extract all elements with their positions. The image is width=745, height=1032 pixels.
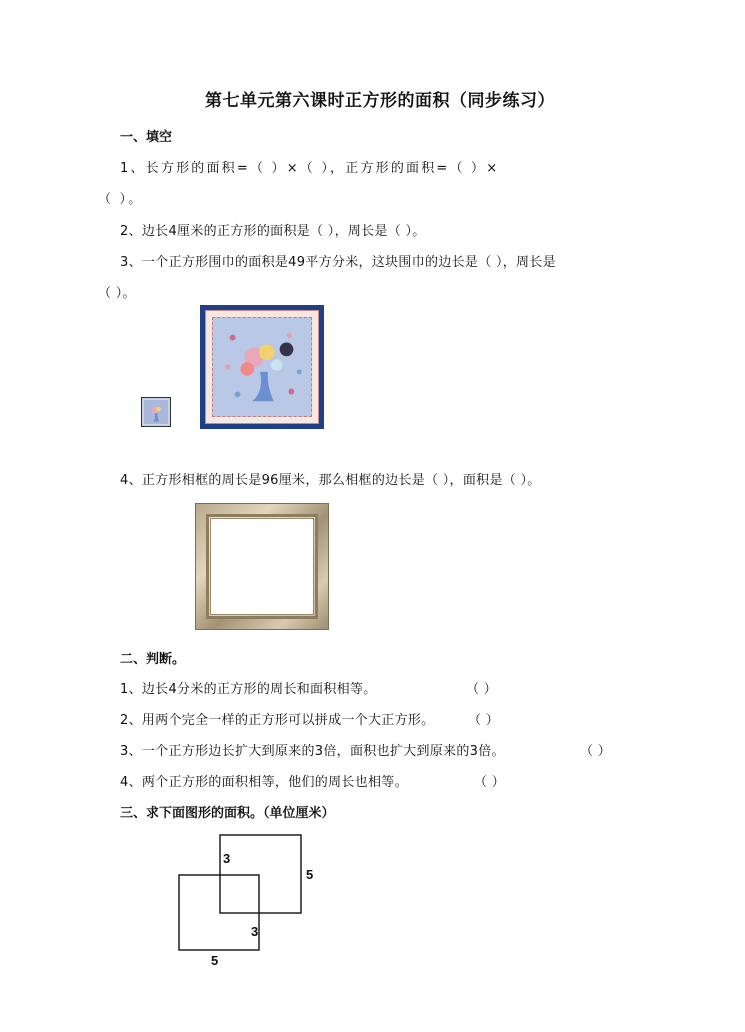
label-overlap-bottom: 3 xyxy=(251,924,259,939)
question-1-line-2: （ ）。 xyxy=(98,192,144,207)
question-4: 4、正方形相框的周长是96厘米，那么相框的边长是（ ），面积是（ ）。 xyxy=(120,473,541,488)
section-heading-area: 三、求下面图形的面积。（单位厘米） xyxy=(120,806,335,821)
judgement-2-blank: （ ） xyxy=(468,713,500,728)
question-2: 2、边长4厘米的正方形的面积是（ ），周长是（ ）。 xyxy=(120,224,426,239)
judgement-4-blank: （ ） xyxy=(474,775,506,790)
label-right-side: 5 xyxy=(306,867,314,882)
label-overlap-top: 3 xyxy=(223,851,231,866)
section-heading-judgement: 二、判断。 xyxy=(120,652,186,667)
overlapping-squares-figure xyxy=(170,830,330,975)
scarf-image xyxy=(200,305,324,429)
scarf-small-image xyxy=(141,397,171,427)
judgement-1-blank: （ ） xyxy=(466,682,498,697)
judgement-2-text: 2、用两个完全一样的正方形可以拼成一个大正方形。 xyxy=(120,713,435,728)
section-heading-fill-blank: 一、填空 xyxy=(120,130,173,145)
scarf-small-pattern xyxy=(144,400,168,424)
judgement-4-text: 4、两个正方形的面积相等，他们的周长也相等。 xyxy=(120,775,408,790)
scarf-pattern xyxy=(213,318,311,416)
page-title: 第七单元第六课时正方形的面积（同步练习） xyxy=(205,91,555,111)
judgement-3-blank: （ ） xyxy=(580,744,612,759)
frame-opening xyxy=(210,518,314,615)
judgement-3-text: 3、一个正方形边长扩大到原来的3倍，面积也扩大到原来的3倍。 xyxy=(120,744,505,759)
question-1-line-1: 1、长方形的面积=（ ）×（ ），正方形的面积=（ ）× xyxy=(120,161,500,176)
question-3-line-2: （ ）。 xyxy=(98,286,136,301)
upper-right-square xyxy=(220,835,301,913)
photo-frame-image xyxy=(195,503,329,630)
judgement-1-text: 1、边长4分米的正方形的周长和面积相等。 xyxy=(120,682,377,697)
label-bottom-side: 5 xyxy=(211,953,219,968)
question-3-line-1: 3、一个正方形围巾的面积是49平方分米，这块围巾的边长是（ ），周长是 xyxy=(120,255,556,270)
